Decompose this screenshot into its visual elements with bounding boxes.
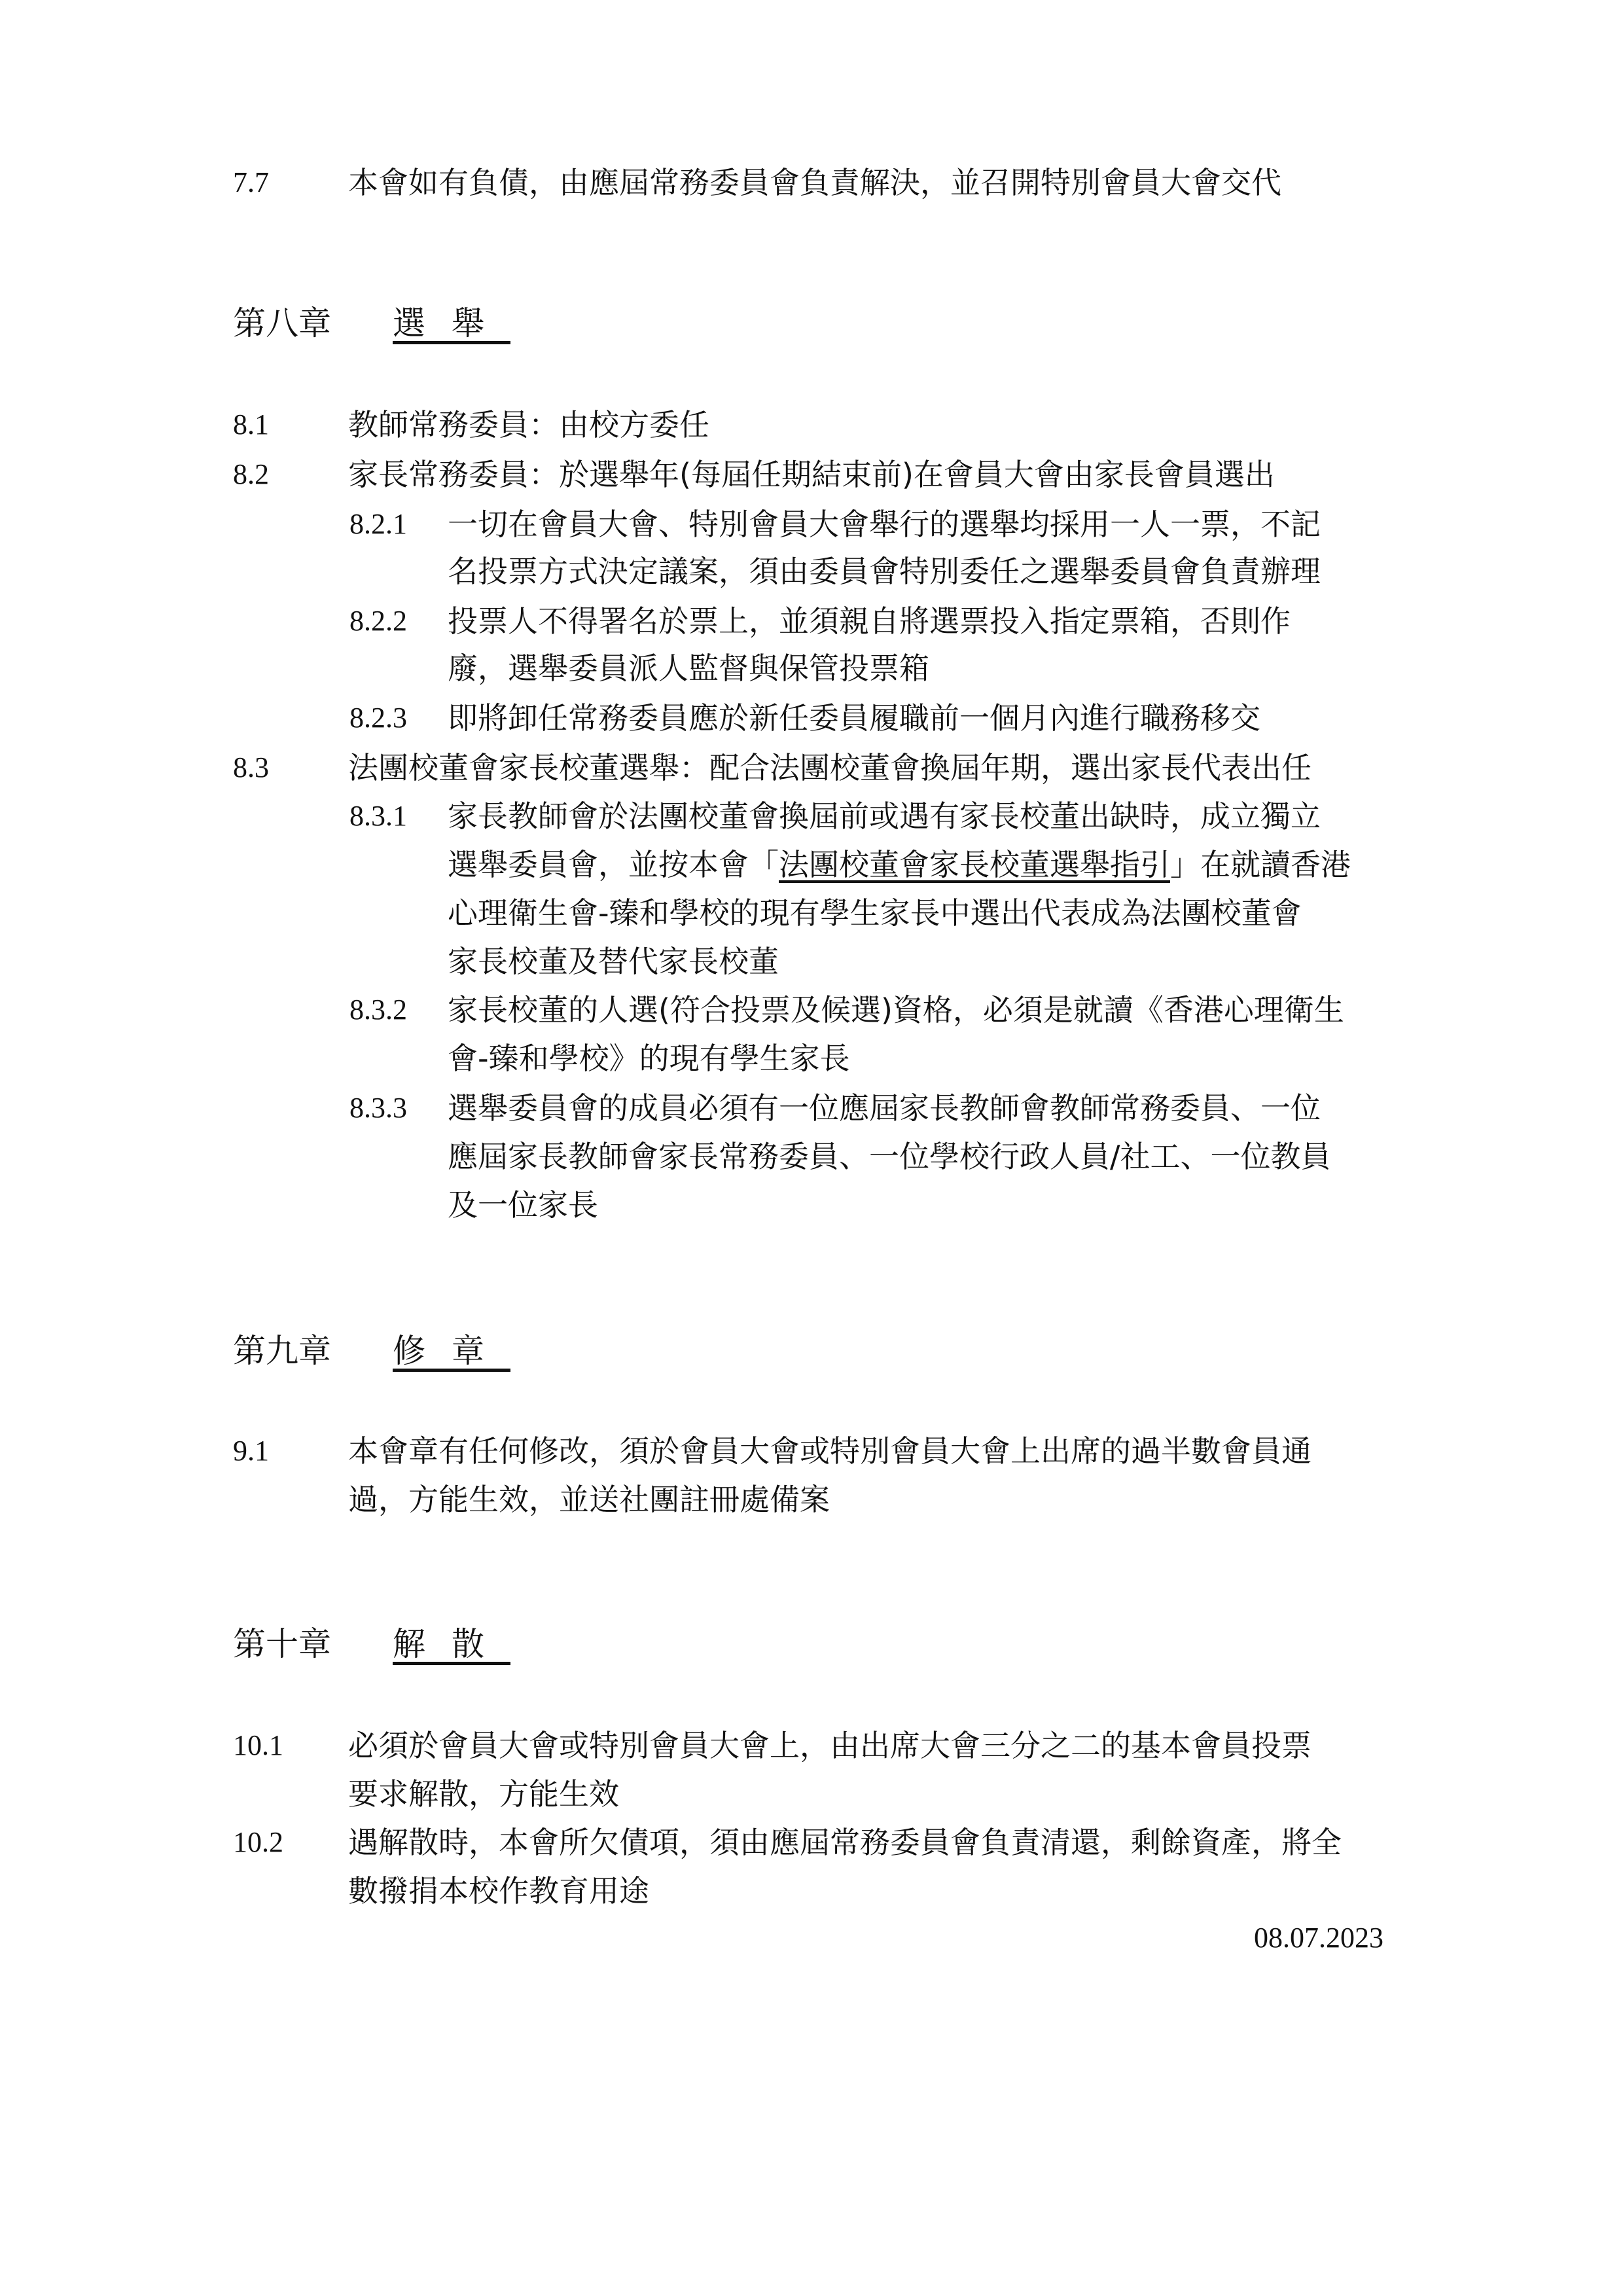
subclause-number: 8.3.1	[349, 800, 407, 832]
clause-number: 8.1	[233, 408, 269, 440]
subclause-number: 8.2.2	[349, 605, 407, 637]
clause-number: 9.1	[233, 1435, 269, 1467]
clause-text: 教師常務委員：由校方委任	[348, 407, 709, 442]
clause-number: 8.2	[233, 458, 269, 490]
subclause-text: 即將卸任常務委員應於新任委員履職前一個月內進行職務移交	[448, 700, 1260, 736]
subclause-text: 選舉委員會的成員必須有一位應屆家長教師會教師常務委員、一位	[448, 1090, 1321, 1126]
clause-text: 過，方能生效，並送社團註冊處備案	[348, 1482, 830, 1517]
clause-number: 10.2	[233, 1826, 283, 1858]
chapter-number: 第十章	[233, 1625, 331, 1663]
subclause-text: 應屆家長教師會家長常務委員、一位學校行政人員/社工、一位教員	[448, 1139, 1331, 1174]
subclause-number: 8.2.1	[349, 508, 407, 540]
subclause-text: 名投票方式決定議案，須由委員會特別委任之選舉委員會負責辦理	[448, 554, 1321, 589]
text-fragment: 選舉委員會，並按本會「	[448, 847, 779, 882]
subclause-number: 8.2.3	[349, 702, 407, 734]
chapter-title: 修章	[393, 1332, 510, 1370]
subclause-text: 心理衛生會-臻和學校的現有學生家長中選出代表成為法團校董會	[448, 895, 1302, 931]
clause-text: 家長常務委員：於選舉年(每屆任期結束前)在會員大會由家長會員選出	[348, 457, 1275, 492]
clause-number: 8.3	[233, 751, 269, 783]
clause-number: 7.7	[233, 166, 269, 198]
subclause-text	[448, 842, 1351, 888]
subclause-text: 家長校董及替代家長校董	[448, 944, 779, 979]
clause-text: 必須於會員大會或特別會員大會上，由出席大會三分之二的基本會員投票	[348, 1728, 1311, 1763]
subclause-text: 廢，選舉委員派人監督與保管投票箱	[448, 651, 929, 686]
chapter-title: 選舉	[393, 304, 510, 342]
clause-text: 法團校董會家長校董選舉：配合法團校董會換屆年期，選出家長代表出任	[348, 750, 1311, 785]
clause-text: 本會章有任何修改，須於會員大會或特別會員大會上出席的過半數會員通	[348, 1433, 1311, 1469]
chapter-number: 第九章	[233, 1332, 331, 1370]
subclause-text: 投票人不得署名於票上，並須親自將選票投入指定票箱，否則作	[448, 603, 1291, 639]
chapter-number: 第八章	[233, 304, 331, 342]
clause-text: 遇解散時，本會所欠債項，須由應屆常務委員會負責清還，剩餘資產，將全	[348, 1825, 1342, 1860]
guideline-link[interactable]: 法團校董會家長校董選舉指引	[779, 847, 1170, 882]
subclause-number: 8.3.2	[349, 994, 407, 1026]
subclause-text: 及一位家長	[448, 1187, 598, 1223]
text-fragment: 」在就讀香港	[1170, 847, 1351, 882]
clause-text: 要求解散，方能生效	[348, 1776, 619, 1812]
chapter-title: 解散	[393, 1625, 510, 1663]
document-date: 08.07.2023	[1254, 1922, 1383, 1954]
subclause-text: 一切在會員大會、特別會員大會舉行的選舉均採用一人一票，不記	[448, 507, 1321, 542]
clause-number: 10.1	[233, 1729, 283, 1761]
clause-text: 本會如有負債，由應屆常務委員會負責解決，並召開特別會員大會交代	[348, 165, 1281, 200]
subclause-text: 會-臻和學校》的現有學生家長	[448, 1041, 850, 1076]
subclause-number: 8.3.3	[349, 1092, 407, 1124]
clause-text: 數撥捐本校作教育用途	[348, 1873, 649, 1909]
subclause-text: 家長校董的人選(符合投票及候選)資格，必須是就讀《香港心理衛生	[448, 992, 1344, 1028]
subclause-text: 家長教師會於法團校董會換屆前或遇有家長校董出缺時，成立獨立	[448, 798, 1321, 834]
